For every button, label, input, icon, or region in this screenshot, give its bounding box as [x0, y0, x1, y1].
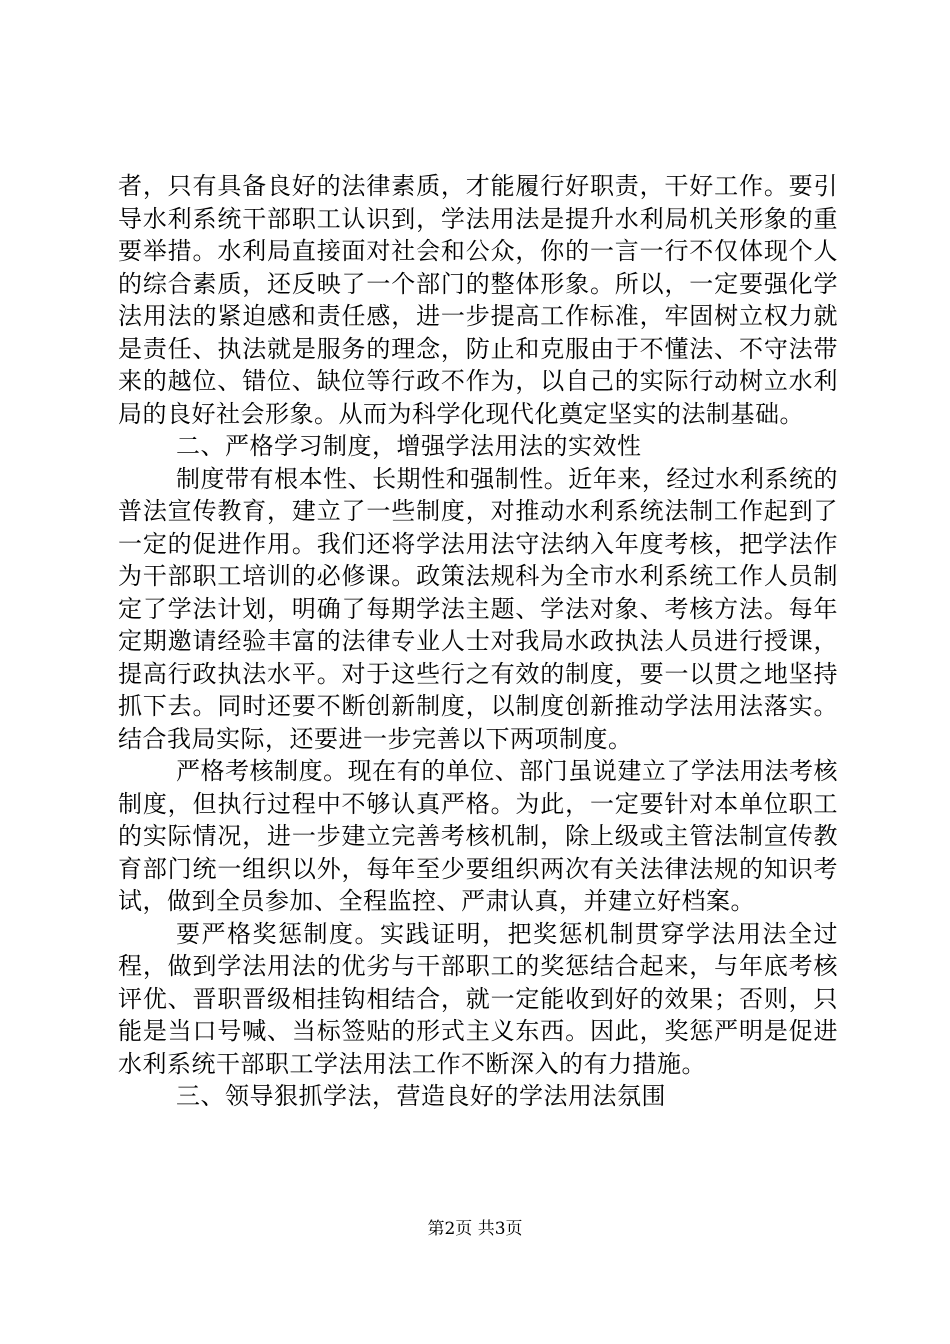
paragraph-5: 要严格奖惩制度。实践证明，把奖惩机制贯穿学法用法全过程，做到学法用法的优劣与干部职工的奖惩结合起来，与年底考核评优、晋职晋级相挂钩相结合，就一定能收到好的效果；否则，只能是当口号喊、当标签贴的形式主义东西。因此，奖惩严明是促进水利系统干部职工学法用法工作不断深入的有力措施。	[118, 919, 838, 1078]
page-number-footer: 第2页 共3页	[427, 1219, 523, 1239]
paragraph-4: 严格考核制度。现在有的单位、部门虽说建立了学法用法考核制度，但执行过程中不够认真严格。为此，一定要针对本单位职工的实际情况，进一步建立完善考核机制，除上级或主管法制宣传教育部门统一组织以外，每年至少要组织两次有关法律法规的知识考试，做到全员参加、全程监控、严肃认真，并建立好档案。	[118, 757, 838, 915]
paragraph-3: 制度带有根本性、长期性和强制性。近年来，经过水利系统的普法宣传教育，建立了一些制度，对推动水利系统法制工作起到了一定的促进作用。我们还将学法用法守法纳入年度考核，把学法作为干部职工培训的必修课。政策法规科为全市水利系统工作人员制定了学法计划，明确了每期学法主题、学法对象、考核方法。每年定期邀请经验丰富的法律专业人士对我局水政执法人员进行授课，提高行政执法水平。对于这些行之有效的制度，要一以贯之地坚持抓下去。同时还要不断创新制度，以制度创新推动学法用法落实。结合我局实际，还要进一步完善以下两项制度。	[118, 464, 838, 753]
section-heading-3: 三、领导狠抓学法，营造良好的学法用法氛围	[176, 1082, 666, 1110]
document-body	[118, 170, 838, 1113]
paragraph-1: 者，只有具备良好的法律素质，才能履行好职责，干好工作。要引导水利系统干部职工认识到，学法用法是提升水利局机关形象的重要举措。水利局直接面对社会和公众，你的一言一行不仅体现个人的综合素质，还反映了一个部门的整体形象。所以，一定要强化学法用法的紧迫感和责任感，进一步提高工作标准，牢固树立权力就是责任、执法就是服务的理念，防止和克服由于不懂法、不守法带来的越位、错位、缺位等行政不作为，以自己的实际行动树立水利局的良好社会形象。从而为科学化现代化奠定坚实的法制基础。	[118, 172, 838, 428]
section-heading-2: 二、严格学习制度，增强学法用法的实效性	[176, 432, 642, 460]
